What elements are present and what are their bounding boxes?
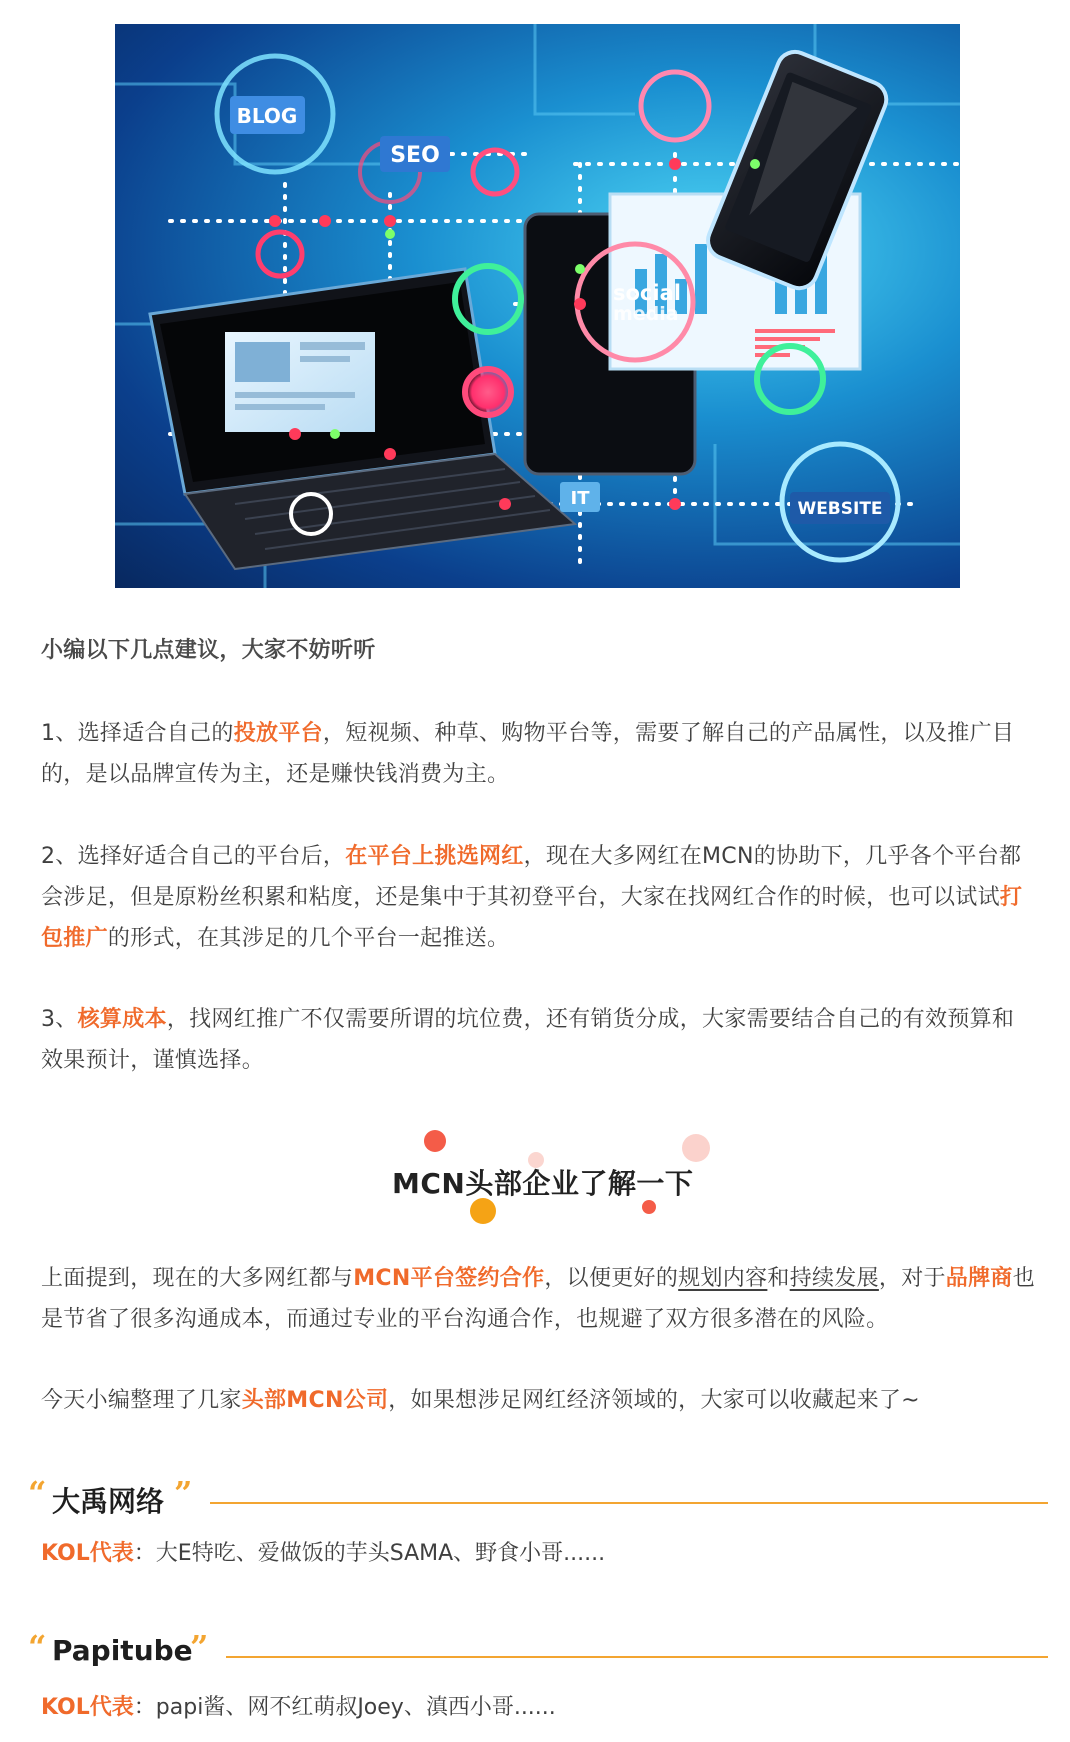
today-highlight: 头部MCN公司 (241, 1388, 389, 1413)
blog-tag-label: BLOG (236, 104, 298, 128)
point-1-text: 1、选择适合自己的 (41, 721, 234, 746)
smartphone-graphic (703, 47, 892, 294)
mcn-highlight-2: 品牌商 (945, 1266, 1013, 1291)
point-2-highlight: 在平台上挑选网红 (345, 844, 524, 869)
mcn-highlight: MCN平台签约合作 (353, 1266, 545, 1291)
kol-separator: ： (133, 1695, 156, 1720)
kol-list: papi酱、网不红萌叔Joey、滇西小哥...... (155, 1695, 556, 1720)
mcn-underline-1: 规划内容 (678, 1266, 768, 1291)
point-3 (41, 999, 1035, 1081)
quote-open: “ (28, 1628, 47, 1666)
point-3-highlight: 核算成本 (77, 1007, 167, 1032)
kol-line-papitube (41, 1688, 556, 1728)
company-name: 大禹网络 (52, 1485, 165, 1518)
it-tag-label: IT (570, 488, 590, 509)
seo-tag-label: SEO (390, 143, 440, 168)
mcn-text: 上面提到，现在的大多网红都与 (41, 1266, 354, 1291)
point-2 (41, 836, 1035, 959)
mcn-text-2: ，以便更好的 (544, 1266, 679, 1291)
quote-close: ” (190, 1628, 209, 1666)
kol-label: KOL代表 (41, 1541, 134, 1566)
intro-heading: 小编以下几点建议，大家不妨听听 (41, 638, 376, 663)
point-2-text: 2、选择好适合自己的平台后， (41, 844, 346, 869)
media-tag-label: media (613, 303, 679, 325)
point-2-text-mid: ，现在大多网红在MCN的协助下，几乎各个平台都会涉足，但是原粉丝积累和粘度，还是集中于其初登平台，大家在找网红合作的时候，也可以试试 (41, 844, 1022, 910)
website-tag-label: WEBSITE (797, 499, 883, 519)
digital-marketing-graphic (115, 24, 960, 588)
company-heading-papitube (28, 1628, 1048, 1680)
today-text: 今天小编整理了几家 (41, 1388, 242, 1413)
mcn-text-5: 也是节省了很多沟通成本，而通过专业的平台沟通合作，也规避了双方很多潜在的风险。 (41, 1266, 1036, 1332)
kol-list: 大E特吃、爱做饭的芋头SAMA、野食小哥...... (155, 1541, 606, 1566)
heading-rule (226, 1656, 1048, 1658)
decor-dot (682, 1134, 710, 1162)
kol-line-dayu (41, 1534, 605, 1574)
section-title: MCN头部企业了解一下 (392, 1167, 694, 1200)
laptop-graphic (150, 269, 575, 569)
mcn-underline-2: 持续发展 (789, 1266, 879, 1291)
point-2-highlight-2: 打包推广 (41, 885, 1023, 951)
section-heading (370, 1130, 710, 1230)
decor-dot (424, 1130, 446, 1152)
point-2-text-rest: 的形式，在其涉足的几个平台一起推送。 (107, 926, 510, 951)
mcn-text-4: ，对于 (878, 1266, 946, 1291)
company-heading-dayu (28, 1474, 1048, 1526)
heading-rule (210, 1502, 1048, 1504)
company-name: Papitube (52, 1634, 193, 1667)
mcn-paragraph (41, 1258, 1035, 1340)
kol-label: KOL代表 (41, 1695, 134, 1720)
today-text-rest: ，如果想涉足网红经济领域的，大家可以收藏起来了~ (388, 1388, 920, 1413)
point-1 (41, 713, 1035, 795)
hero-illustration (115, 24, 960, 588)
kol-separator: ： (133, 1541, 156, 1566)
point-3-text-rest: ，找网红推广不仅需要所谓的坑位费，还有销货分成，大家需要结合自己的有效预算和效果预计，谨慎选择。 (41, 1007, 1015, 1073)
social-tag-label: social (613, 281, 681, 305)
point-1-highlight: 投放平台 (233, 721, 323, 746)
decor-dot (642, 1200, 656, 1214)
today-paragraph (41, 1380, 1035, 1421)
mcn-text-3: 和 (767, 1266, 790, 1291)
quote-open: “ (28, 1474, 47, 1512)
point-1-text-rest: ，短视频、种草、购物平台等，需要了解自己的产品属性，以及推广目的，是以品牌宣传为主，还是赚快钱消费为主。 (41, 721, 1015, 787)
point-3-text: 3、 (41, 1007, 78, 1032)
quote-close: ” (174, 1474, 193, 1512)
